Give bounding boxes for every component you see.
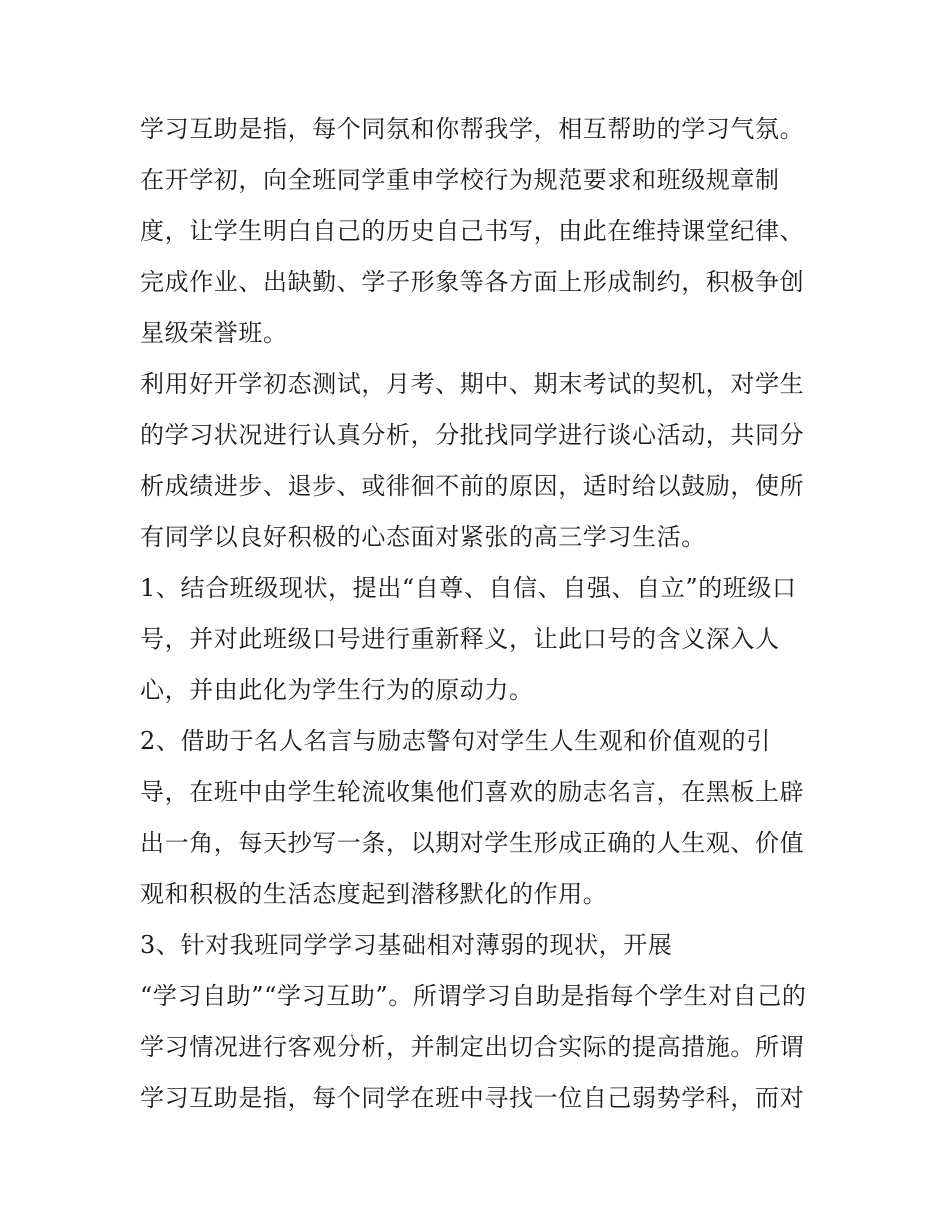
text-line-19: 学习情况进行客观分析，并制定出切合实际的提高措施。所谓 [140, 1033, 805, 1061]
text-line-5: 星级荣誉班。 [140, 319, 288, 347]
text-line-17: 3、针对我班同学学习基础相对薄弱的现状，开展 [140, 931, 673, 959]
text-line-6: 利用好开学初态测试，月考、期中、期末考试的契机，对学生 [140, 370, 805, 398]
text-line-13: 2、借助于名人名言与励志警句对学生人生观和价值观的引 [140, 727, 771, 755]
text-line-14: 导，在班中由学生轮流收集他们喜欢的励志名言，在黑板上辟 [140, 778, 805, 806]
text-line-3: 度，让学生明白自己的历史自己书写，由此在维持课堂纪律、 [140, 217, 805, 245]
text-line-8: 析成绩进步、退步、或徘徊不前的原因，适时给以鼓励，使所 [140, 472, 805, 500]
text-line-12: 心，并由此化为学生行为的原动力。 [140, 676, 534, 704]
text-line-4: 完成作业、出缺勤、学子形象等各方面上形成制约，积极争创 [140, 268, 805, 296]
text-line-15: 出一角，每天抄写一条，以期对学生形成正确的人生观、价值 [140, 829, 805, 857]
text-line-11: 号，并对此班级口号进行重新释义，让此口号的含义深入人 [140, 625, 780, 653]
text-line-10: 1、结合班级现状，提出“自尊、自信、自强、自立”的班级口 [140, 574, 797, 602]
text-line-7: 的学习状况进行认真分析，分批找同学进行谈心活动，共同分 [140, 421, 805, 449]
text-line-9: 有同学以良好积极的心态面对紧张的高三学习生活。 [140, 523, 706, 551]
text-line-16: 观和积极的生活态度起到潜移默化的作用。 [140, 880, 608, 908]
text-line-18: “学习自助”“学习互助”。所谓学习自助是指每个学生对自己的 [140, 982, 807, 1010]
text-line-2: 在开学初，向全班同学重申学校行为规范要求和班级规章制 [140, 166, 780, 194]
text-line-20: 学习互助是指，每个同学在班中寻找一位自己弱势学科，而对 [140, 1084, 805, 1112]
text-line-1: 学习互助是指，每个同氛和你帮我学，相互帮助的学习气氛。 [140, 115, 805, 143]
document-body [140, 104, 820, 1124]
